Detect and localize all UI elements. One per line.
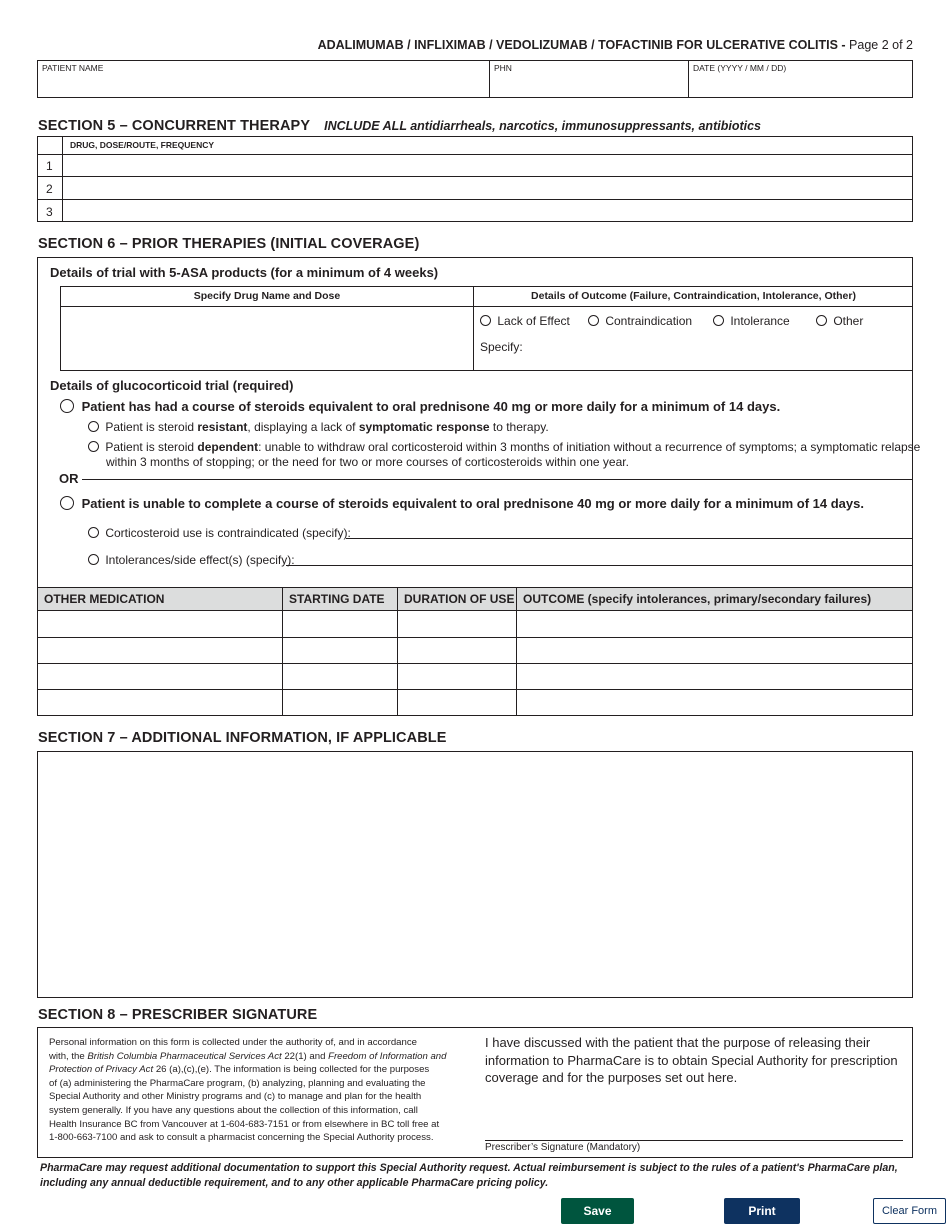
prescriber-signature-box: [37, 1027, 913, 1158]
steroid-dependent-label: Patient is steroid dependent: unable to withdraw oral corticosteroid within 3 months of initiation without a recurrence of symptoms; a symptomatic relapse: [105, 440, 921, 454]
signature-label: Prescriber’s Signature (Mandatory): [485, 1142, 641, 1153]
print-button[interactable]: Print: [724, 1198, 800, 1224]
unable-steroid-label: Patient is unable to complete a course of steroids equivalent to oral prednisone 40 mg or more daily for a minimum of 14 days.: [81, 496, 864, 511]
section5-title: [38, 118, 761, 134]
intolerances-radio[interactable]: [88, 554, 99, 565]
asa-heading: Details of trial with 5-ASA products (for a minimum of 4 weeks): [50, 265, 439, 280]
contraindicated-label: Corticosteroid use is contraindicated (specify):: [105, 526, 351, 540]
row-number-1: 1: [46, 159, 53, 173]
section7-title: SECTION 7 – ADDITIONAL INFORMATION, IF APPLICABLE: [38, 730, 447, 746]
steroid-resistant-radio[interactable]: [88, 421, 99, 432]
intolerances-input[interactable]: [286, 565, 913, 566]
steroid-resistant-option[interactable]: [88, 420, 549, 434]
additional-info-input[interactable]: [37, 751, 913, 998]
steroid-dependent-radio[interactable]: [88, 441, 99, 452]
steroid-course-option[interactable]: [60, 399, 780, 414]
or-label: OR: [59, 471, 79, 486]
gluco-heading: Details of glucocorticoid trial (required): [50, 378, 294, 393]
contraindication-label: Contraindication: [605, 314, 693, 328]
patient-name-label: PATIENT NAME: [42, 63, 104, 73]
prescriber-statement: I have discussed with the patient that the purpose of releasing their information to PharmaCare is to obtain Special Authority for prescription coverage and for the purposes set out here.: [485, 1035, 898, 1085]
steroid-dependent-label-line2: within 3 months of stopping; or the need for two or more courses of corticosteroids within one year.: [106, 455, 629, 469]
intolerances-option[interactable]: [88, 553, 295, 567]
other-medication-header: OTHER MEDICATION: [44, 592, 165, 606]
clear-form-button[interactable]: Clear Form: [873, 1198, 946, 1224]
outcome-header: [473, 287, 913, 306]
section5-include-note: INCLUDE ALL antidiarrheals, narcotics, immunosuppressants, antibiotics: [324, 119, 761, 133]
unable-steroid-radio[interactable]: [60, 496, 74, 510]
save-button[interactable]: Save: [561, 1198, 634, 1224]
other-label: Other: [833, 314, 864, 328]
concurrent-drug-input-1[interactable]: [63, 155, 912, 176]
form-title: [318, 38, 913, 52]
steroid-course-radio[interactable]: [60, 399, 74, 413]
outcome-option-lack-of-effect[interactable]: [480, 314, 570, 328]
patient-name-field[interactable]: [38, 61, 489, 97]
table-row[interactable]: [38, 663, 912, 664]
starting-date-header: STARTING DATE: [289, 592, 385, 606]
row-number-2: 2: [46, 182, 53, 196]
concurrent-therapy-table: [37, 136, 913, 222]
contraindication-radio[interactable]: [588, 315, 599, 326]
intolerances-label: Intolerances/side effect(s) (specify):: [105, 553, 295, 567]
page-number: Page 2 of 2: [849, 38, 913, 52]
date-field[interactable]: [688, 61, 913, 97]
section5-heading: SECTION 5 – CONCURRENT THERAPY: [38, 118, 311, 134]
steroid-resistant-label: Patient is steroid resistant, displaying a lack of symptomatic response to therapy.: [105, 420, 549, 434]
concurrent-drug-input-3[interactable]: [63, 200, 912, 221]
contraindicated-radio[interactable]: [88, 527, 99, 538]
outcome-col-header: OUTCOME (specify intolerances, primary/secondary failures): [523, 592, 872, 606]
footer-note-line2: including any annual deductible requirement, and to any other applicable PharmaCare pricing policy.: [40, 1177, 549, 1189]
asa-drug-input[interactable]: [61, 307, 473, 370]
steroid-dependent-option[interactable]: [88, 440, 920, 454]
prior-therapies-box: [37, 257, 921, 587]
outcome-header-text: Details of Outcome (Failure, Contraindication, Intolerance, Other): [531, 290, 856, 302]
patient-info-row: [37, 60, 913, 98]
outcome-option-other[interactable]: [816, 314, 863, 328]
specify-input[interactable]: [531, 337, 909, 357]
phn-field[interactable]: [489, 61, 689, 97]
drug-dose-column-label: DRUG, DOSE/ROUTE, FREQUENCY: [70, 140, 215, 150]
contraindicated-input[interactable]: [346, 538, 913, 539]
lack-of-effect-label: Lack of Effect: [497, 314, 570, 328]
table-row[interactable]: [38, 637, 912, 638]
phn-label: PHN: [494, 63, 512, 73]
duration-header: DURATION OF USE: [404, 592, 515, 606]
drug-name-header: [61, 287, 473, 306]
row-number-3: 3: [46, 205, 53, 219]
date-label: DATE (YYYY / MM / DD): [693, 63, 787, 73]
drug-name-header-text: Specify Drug Name and Dose: [193, 290, 341, 302]
footer-note-line1: PharmaCare may request additional documentation to support this Special Authority request. Actual reimbursement is subject to the rules of a patient's PharmaCare plan,: [40, 1162, 898, 1174]
specify-label: Specify:: [480, 340, 523, 354]
intolerance-radio[interactable]: [713, 315, 724, 326]
signature-line[interactable]: [485, 1140, 903, 1141]
other-medication-table: [37, 587, 913, 716]
lack-of-effect-radio[interactable]: [480, 315, 491, 326]
table-row[interactable]: [38, 689, 912, 690]
contraindicated-option[interactable]: [88, 526, 351, 540]
other-radio[interactable]: [816, 315, 827, 326]
privacy-notice: Personal information on this form is collected under the authority of, and in accordance with, the British Columbia Pharmaceutical Services Act 22(1) and Freedom of Information and Protection of Privacy Act 26 (a),(c),(e). The information is being collected for the purposes of (a) administering the PharmaCare program, (b) analyzing, planning and evaluating the Special Authority and other Ministry programs and (c) to manage and plan for the health system generally. If you have any questions about the collection of this information, call Health Insurance BC from Vancouver at 1-604-683-7151 or from elsewhere in BC toll free at 1-800-663-7100 and ask to consult a pharmacist concerning the Special Authority process.: [49, 1037, 447, 1144]
unable-steroid-option[interactable]: [60, 496, 864, 511]
outcome-option-contraindication[interactable]: [588, 314, 692, 328]
footer-note: [40, 1161, 898, 1191]
steroid-course-label: Patient has had a course of steroids equivalent to oral prednisone 40 mg or more daily for a minimum of 14 days.: [81, 399, 781, 414]
concurrent-drug-input-2[interactable]: [63, 177, 912, 199]
intolerance-label: Intolerance: [730, 314, 790, 328]
asa-trial-table: [60, 286, 913, 371]
section8-title: SECTION 8 – PRESCRIBER SIGNATURE: [38, 1007, 318, 1023]
section6-title: SECTION 6 – PRIOR THERAPIES (INITIAL COVERAGE): [38, 236, 420, 252]
form-title-text: ADALIMUMAB / INFLIXIMAB / VEDOLIZUMAB / TOFACTINIB FOR ULCERATIVE COLITIS -: [317, 38, 846, 52]
outcome-option-intolerance[interactable]: [713, 314, 790, 328]
